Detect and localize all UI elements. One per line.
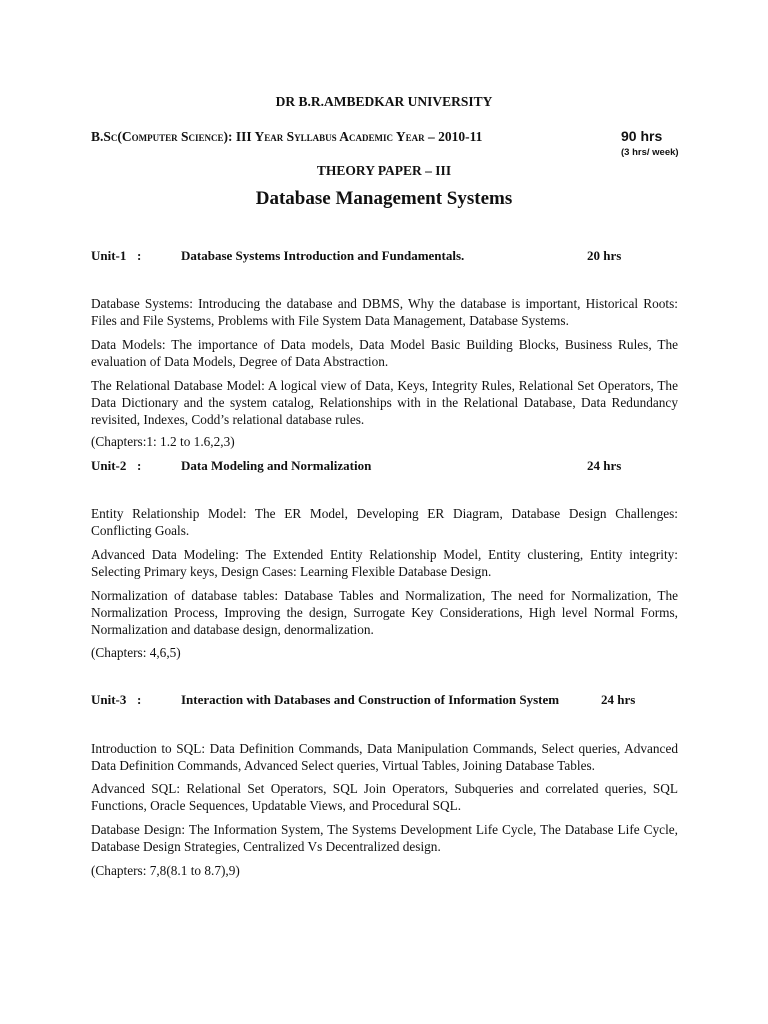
unit-chapters: (Chapters: 4,6,5) — [91, 645, 181, 660]
unit-paragraph: Entity Relationship Model: The ER Model, Developing ER Diagram, Database Design Challenges: Conflicting Goals. — [91, 506, 678, 538]
unit-separator: : — [137, 692, 142, 707]
course-line: B.Sc(Computer Science): III Year Syllabus Academic Year – 2010-11 — [91, 129, 483, 144]
unit-paragraph: Advanced Data Modeling: The Extended Entity Relationship Model, Entity clustering, Entity integrity: Selecting Primary keys, Design Cases: Learning Flexible Database Design. — [91, 547, 678, 579]
unit-paragraph: Normalization of database tables: Database Tables and Normalization, The need for Normalization, The Normalization Process, Improving the design, Surrogate Key Considerations, High level Normal Forms, Normalization and database design, denormalization. — [91, 588, 678, 637]
paper-title: THEORY PAPER – III — [316, 163, 452, 178]
unit-separator: : — [137, 458, 142, 473]
unit-paragraph: The Relational Database Model: A logical view of Data, Keys, Integrity Rules, Relational Set Operators, The Data Dictionary and the system catalog, Relationships with in the Relational Database, Data Redundancy revisited, Indexes, Codd’s relational database rules. — [91, 378, 678, 427]
unit-separator: : — [137, 248, 142, 263]
unit-hours: 24 hrs — [601, 692, 636, 707]
university-name: DR B.R.AMBEDKAR UNIVERSITY — [275, 94, 493, 109]
unit-paragraph: Database Design: The Information System, The Systems Development Life Cycle, The Database Life Cycle, Database Design Strategies, Centralized Vs Decentralized design. — [91, 822, 678, 854]
unit-paragraph: Introduction to SQL: Data Definition Commands, Data Manipulation Commands, Select queries, Advanced Data Definition Commands, Advanced Select queries, Virtual Tables, Joining Database Tables. — [91, 741, 678, 773]
total-hours: 90 hrs — [621, 128, 663, 144]
subject-title: Database Management Systems — [255, 188, 513, 209]
unit-label: Unit-2 — [91, 458, 127, 473]
unit-paragraph: Database Systems: Introducing the database and DBMS, Why the database is important, Historical Roots: Files and File Systems, Problems with File System Data Management, Database Systems. — [91, 296, 678, 328]
unit-paragraph: Advanced SQL: Relational Set Operators, SQL Join Operators, Subqueries and correlated queries, SQL Functions, Oracle Sequences, Updatable Views, and Procedural SQL. — [91, 781, 678, 813]
unit-paragraph: Data Models: The importance of Data models, Data Model Basic Building Blocks, Business Rules, The evaluation of Data Models, Degree of Data Abstraction. — [91, 337, 678, 369]
unit-chapters: (Chapters:1: 1.2 to 1.6,2,3) — [91, 434, 235, 449]
unit-chapters: (Chapters: 7,8(8.1 to 8.7),9) — [91, 863, 240, 878]
unit-title: Interaction with Databases and Construction of Information System — [181, 692, 560, 707]
unit-label: Unit-3 — [91, 692, 127, 707]
unit-label: Unit-1 — [91, 248, 127, 263]
unit-title: Database Systems Introduction and Fundamentals. — [181, 248, 465, 263]
unit-title: Data Modeling and Normalization — [181, 458, 372, 473]
unit-hours: 24 hrs — [587, 458, 622, 473]
hours-per-week: (3 hrs/ week) — [621, 147, 679, 158]
unit-hours: 20 hrs — [587, 248, 622, 263]
